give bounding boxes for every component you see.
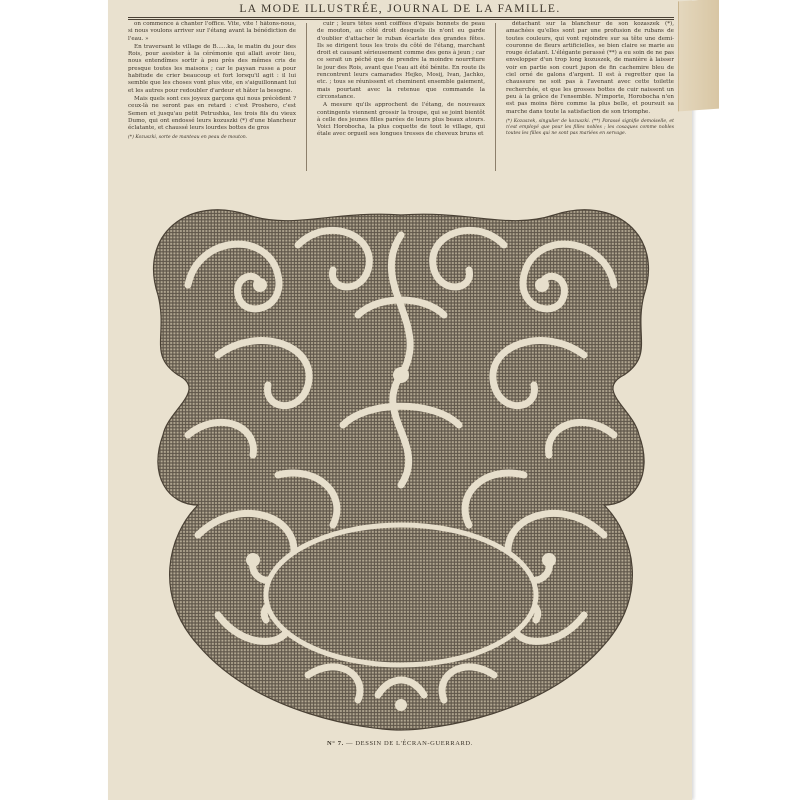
paragraph: A mesure qu'ils approchent de l'étang, de nouveaux contingents viennent grossir la troupe, qui se joint bientôt à celle des jeunes filles parées de leurs plus beaux atours. Voici Horobocha, la plus coquette de tout le village, qui étale avec orgueil ses longues tresses de cheveux bruns et <box>317 102 485 138</box>
page-header: LA MODE ILLUSTRÉE, JOURNAL DE LA FAMILLE. <box>239 3 561 15</box>
paragraph: Mais quels sont ces joyeux garçons qui nous précèdent ? ceux-là ne seront pas en retard : c'est Proshero, c'est Semen et jusqu'au petit Petrushka, les trois fils du vieux Dumo, qui ont endossé leurs kozuszki (*) d'une blancheur éclatante, et chaussé leurs lourdes bottes de gros <box>128 95 296 132</box>
column-divider <box>306 23 307 171</box>
header-rule-secondary <box>128 19 674 20</box>
text-column-3 <box>506 21 674 173</box>
screen-outline <box>128 175 674 735</box>
header-rule <box>128 17 674 18</box>
text-column-1 <box>128 21 296 173</box>
figure-caption <box>108 740 692 747</box>
text-columns <box>128 21 674 173</box>
figure-title: — DESSIN DE L'ÉCRAN-GUERRARD. <box>346 740 473 747</box>
text-column-2 <box>317 21 485 173</box>
footnote: (*) Kozaszek, singulier de kozuszki. (**) Parassé signifie demoiselle, et n'est employé que pour les filles nobles ; les cosaques comme nobles toutes les filles qui ne sont pas mariées en servage. <box>506 118 674 136</box>
paragraph: cuir ; leurs têtes sont coiffées d'épais bonnets de peau de mouton, au côté droit desquels ils n'ont eu garde d'oublier d'attacher le ruban écarlate des grandes fêtes. Ils se dirigent tous les trois du côté de l'étang, marchant droit et causant sérieusement comme des gens à jeun ; car ce serait un péché que de prendre la moindre nourriture le jour des Rois, avant que l'eau ait été bénite. En route ils rencontrent leurs camarades Hejko, Mosij, Ivan, Jachko, etc. ; tous se réunissent et cheminent ensemble gaiement, mais pourtant avec la retenue que commande la circonstance. <box>317 21 485 100</box>
footnote: (*) Kozuszki, sorte de manteau en peau de mouton. <box>128 135 248 141</box>
filet-lace-pattern <box>128 175 674 735</box>
paragraph: En traversant le village de B......ka, le matin du jour des Rois, pour assister à la cérémonie qui allait avoir lieu, nous entendîmes sortir à peu près des mêmes cris de presque toutes les maisons ; car le paysan russe a pour habitude de crier beaucoup et fort lorsqu'il agit : il lui semble que les choses vont plus vite, en s'aiguillonnant lui et les autres pour redoubler d'ardeur et hâter la besogne. <box>128 43 296 94</box>
paragraph: détachant sur la blancheur de son kozaszek (*), amachées qu'elles sont par une profusion de rubans de toutes couleurs, qui vont rejoindre sur sa tête une demi-couronne de fleurs artificielles, se bien claire se marie au rouge éclatant. L'élégante perassé (**) a eu soin de ne pas envelopper d'un trop long kozuszek, de manière à laisser voir en partie son court jupon de fin cachemire bleu de ciel orné de galons d'argent. Il est à regretter que la chaussure ne soit pas à l'avenant avec cette toilette recherchée, et que les grosses bottes de cuir naissent un peu à la grâce de l'ensemble. N'importe, Horobocha n'en est pas moins fière comme la plus belle, et poursuit sa marche dans toute la satisfaction de son triomphe. <box>506 21 674 115</box>
paragraph: on commence à chanter l'office. Vite, vite ! hâtons-nous, si nous voulons arriver sur l'étang avant la bénédiction de l'eau. » <box>128 21 296 42</box>
column-divider <box>495 23 496 171</box>
folded-page-corner <box>678 0 719 111</box>
figure-number: N° 7. <box>327 740 344 747</box>
